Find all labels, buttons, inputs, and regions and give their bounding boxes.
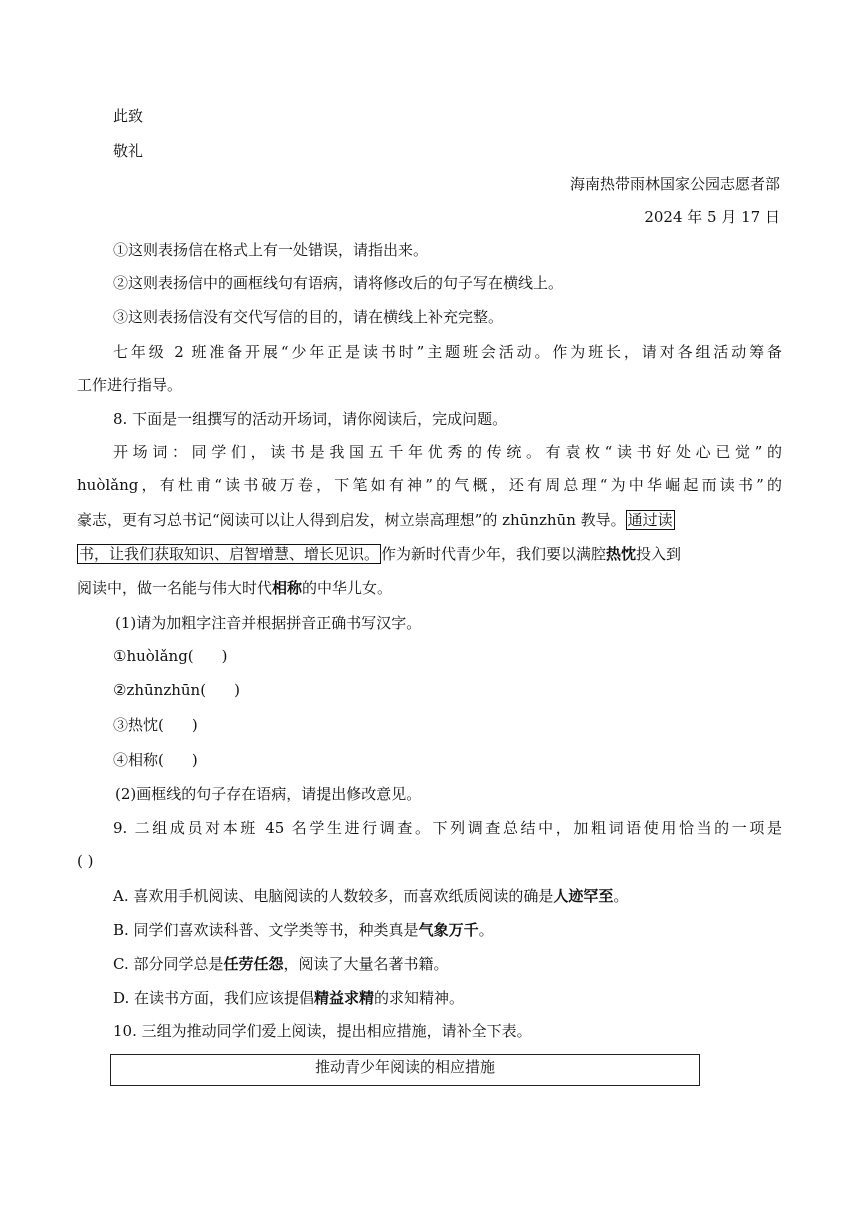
q8-item-3-label: ③热忱( [113,716,164,734]
q9-option-c-bold: 任劳任怨 [223,955,284,973]
q8-passage-line-1: 开场词：同学们，读书是我国五千年优秀的传统。有袁枚“读书好处心已觉”的 [113,443,782,461]
intro-line-2: 工作进行指导。 [77,376,183,394]
q9-stem-line-1: 9. 二组成员对本班 45 名学生进行调查。下列调查总结中，加粗词语使用恰当的一项是 [113,819,782,837]
q9-option-d-end: 的求知精神。 [374,989,465,1007]
q9-option-d [113,988,464,1008]
bold-word-rechen: 热忱 [606,545,637,563]
q9-option-a-text: A. 喜欢用手机阅读、电脑阅读的人数较多，而喜欢纸质阅读的确是 [113,887,554,905]
q8-item-1-close: ) [221,647,228,665]
q9-option-b-bold: 气象万千 [418,921,479,939]
measures-table-header: 推动青少年阅读的相应措施 [314,1058,495,1076]
q8-passage-line-5 [77,578,392,598]
letter-date: 2024 年 5 月 17 日 [644,208,780,226]
letter-signature: 海南热带雨林国家公园志愿者部 [569,175,780,193]
bold-word-xiangchen: 相称 [272,579,303,597]
q9-answer-paren: ( ) [77,852,94,870]
q8-sub-question-2: (2)画框线的句子存在语病，请提出修改意见。 [115,785,422,803]
q8-passage-line-4 [77,544,681,564]
letter-closing-1: 此致 [113,107,144,125]
q9-option-b-text: B. 同学们喜欢读科普、文学类等书，种类真是 [113,921,419,939]
q8-item-1 [113,646,228,666]
q8-passage-line-3-text: 豪志，更有习总书记“阅读可以让人得到启发，树立崇高理想”的 zhūnzhūn 教导。 [77,511,626,529]
q9-option-b [113,920,494,940]
q8-item-2 [113,680,240,700]
q10-stem: 10. 三组为推动同学们爱上阅读，提出相应措施，请补全下表。 [113,1022,532,1040]
q8-item-1-label: ①huòlǎng( [113,647,194,665]
q8-item-3-close: ) [191,716,198,734]
q8-passage-line-4-text: 作为新时代青少年，我们要以满腔 [381,545,607,563]
q9-option-c-text: C. 部分同学总是 [113,955,224,973]
intro-line-1: 七年级 2 班准备开展“少年正是读书时”主题班会活动。作为班长，请对各组活动筹备 [113,343,782,361]
q8-item-2-label: ②zhūnzhūn( [113,681,207,699]
q8-passage-line-4-end: 投入到 [636,545,682,563]
q8-passage-line-5-end: 的中华儿女。 [302,579,393,597]
q8-item-4 [113,750,198,770]
q9-option-a-bold: 人迹罕至 [553,887,614,905]
q9-option-c-end: ，阅读了大量名著书籍。 [283,955,449,973]
q8-stem: 8. 下面是一组撰写的活动开场词，请你阅读后，完成问题。 [113,410,508,428]
q8-passage-line-5-text: 阅读中，做一名能与伟大时代 [77,579,273,597]
q8-item-4-close: ) [191,751,198,769]
q9-option-c [113,954,449,974]
boxed-sentence-end: 书，让我们获取知识、启智增慧、增长见识。 [79,545,380,563]
letter-question-2: ②这则表扬信中的画框线句有语病，请将修改后的句子写在横线上。 [113,274,564,292]
q9-option-b-end: 。 [478,921,494,939]
q9-option-d-bold: 精益求精 [314,989,375,1007]
q8-passage-line-3 [77,510,782,530]
letter-closing-2: 敬礼 [113,142,144,160]
letter-question-1: ①这则表扬信在格式上有一处错误，请指出来。 [113,241,429,259]
q8-item-3 [113,715,198,735]
q9-option-d-text: D. 在读书方面，我们应该提倡 [113,989,315,1007]
q8-item-2-close: ) [234,681,240,699]
q9-option-a-end: 。 [613,887,629,905]
q9-option-a [113,886,628,906]
q8-item-4-label: ④相称( [113,751,164,769]
q8-passage-line-2: huòlǎng，有杜甫“读书破万卷，下笔如有神”的气概，还有周总理“为中华崛起而读书”的 [77,476,782,494]
measures-table [110,1054,700,1086]
q8-sub-question-1: (1)请为加粗字注音并根据拼音正确书写汉字。 [115,614,422,632]
letter-question-3: ③这则表扬信没有交代写信的目的，请在横线上补充完整。 [113,308,504,326]
boxed-sentence-start: 通过读 [627,511,673,529]
